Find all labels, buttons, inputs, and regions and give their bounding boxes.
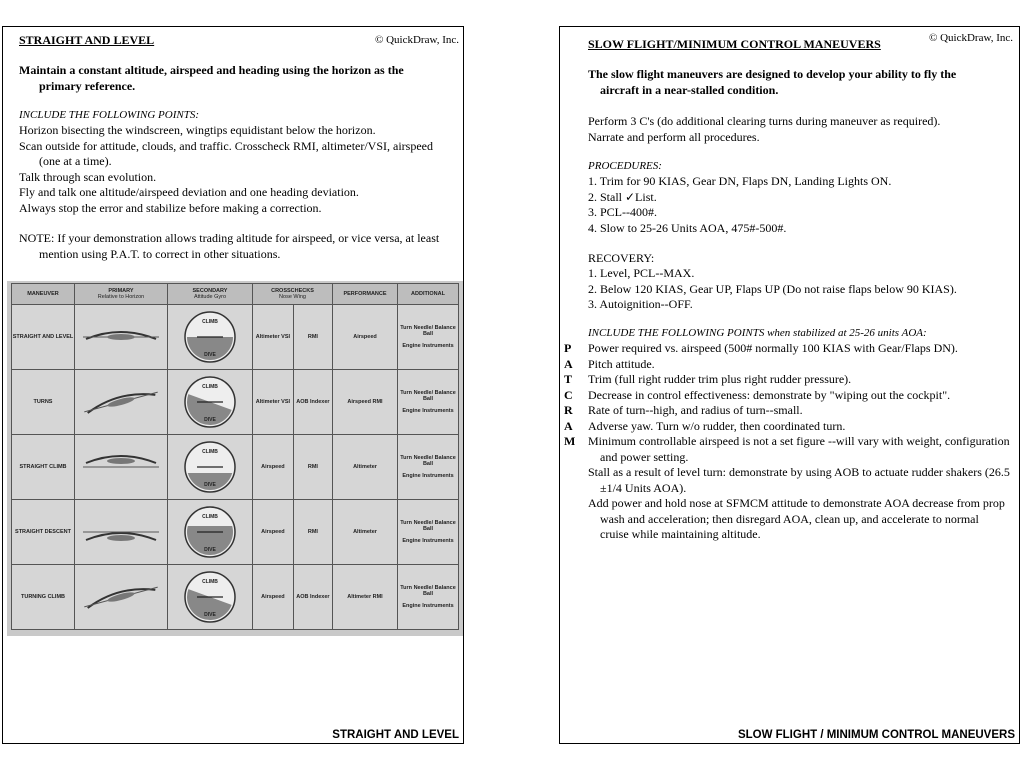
additional-item: Turn Needle/ Balance Ball	[400, 520, 456, 532]
header-cell: SECONDARY Attitude Gyro	[168, 284, 253, 305]
maneuver-cell: STRAIGHT AND LEVEL	[12, 305, 75, 370]
attitude-gyro-cell	[168, 500, 253, 565]
patcram-item: P Power required vs. airspeed (500# normally 100 KIAS with Gear/Flaps DN).	[564, 341, 958, 355]
patcram-item: A Adverse yaw. Turn w/o rudder, then coordinated turn.	[564, 418, 846, 433]
scan-table-row	[12, 500, 459, 565]
attitude-gyro-cell	[168, 305, 253, 370]
patcram-item: C Decrease in control effectiveness: demonstrate by "wiping out the cockpit".	[564, 387, 951, 402]
right-intro: Narrate and perform all procedures.	[588, 129, 760, 144]
attitude-gyro-icon	[183, 310, 237, 364]
maneuver-cell: TURNS	[12, 370, 75, 435]
procedure-item: 2. Stall ✓List.	[588, 189, 657, 204]
left-copyright: © QuickDraw, Inc.	[374, 34, 459, 46]
gyro-climb-label: CLIMB	[202, 319, 218, 325]
extra-point: Add power and hold nose at SFMCM attitude to demonstrate AOA decrease from prop wash and acceleration; then disregard AOA, clean up, and accelerate to normal cruise while maintaining altitude.	[588, 496, 1005, 541]
crosscheck-wing-cell: RMI	[293, 500, 332, 565]
procedure-item: 4. Slow to 25-26 Units AOA, 475#-500#.	[588, 220, 787, 235]
left-note: NOTE: If your demonstration allows trading altitude for airspeed, or vice versa, at least mention using P.A.T. to correct in other situations.	[19, 231, 440, 261]
scan-table-row	[12, 565, 459, 630]
left-point: Always stop the error and stabilize before making a correction.	[19, 200, 322, 215]
header-cell: MANEUVER	[12, 284, 75, 305]
left-point: Talk through scan evolution.	[19, 169, 157, 184]
scan-table	[11, 283, 459, 630]
horizon-view-icon	[81, 447, 161, 487]
scan-table-row	[12, 370, 459, 435]
additional-cell	[398, 305, 459, 370]
performance-cell: Altimeter	[333, 500, 398, 565]
crosscheck-wing-cell: AOB Indexer	[293, 370, 332, 435]
scan-table-row	[12, 305, 459, 370]
additional-cell	[398, 565, 459, 630]
additional-item: Turn Needle/ Balance Ball	[400, 585, 456, 597]
gyro-climb-label: CLIMB	[202, 384, 218, 390]
header-cell: CROSSCHECKS Nose Wing	[253, 284, 333, 305]
recovery-item: 3. Autoignition--OFF.	[588, 297, 693, 311]
left-point: Horizon bisecting the windscreen, wingtips equidistant below the horizon.	[19, 123, 376, 137]
attitude-gyro-cell	[168, 565, 253, 630]
left-point: Scan outside for attitude, clouds, and traffic. Crosscheck RMI, altimeter/VSI, airspeed (one at a time).	[19, 138, 433, 168]
gyro-dive-label: DIVE	[204, 547, 216, 553]
patcram-item: R Rate of turn--high, and radius of turn--small.	[564, 403, 803, 417]
header-cell: ADDITIONAL	[398, 284, 459, 305]
additional-item: Engine Instruments	[402, 473, 454, 479]
horizon-view-cell	[75, 565, 168, 630]
procedures-list	[588, 174, 1008, 236]
instrument-scan-chart	[7, 281, 463, 636]
additional-item: Engine Instruments	[402, 603, 454, 609]
additional-item: Engine Instruments	[402, 538, 454, 544]
recovery-label: RECOVERY:	[588, 251, 655, 265]
maneuver-cell: STRAIGHT CLIMB	[12, 435, 75, 500]
performance-cell: Airspeed	[333, 305, 398, 370]
patcram-item: M Minimum controllable airspeed is not a set figure --will vary with weight, configuration and power setting.	[564, 434, 1010, 464]
additional-item: Turn Needle/ Balance Ball	[400, 455, 456, 467]
attitude-gyro-icon	[183, 375, 237, 429]
additional-cell	[398, 435, 459, 500]
right-objective: The slow flight maneuvers are designed to develop your ability to fly the aircraft in a near-stalled condition.	[588, 67, 957, 97]
right-intro: Perform 3 C's (do additional clearing turns during maneuver as required).	[588, 114, 941, 128]
horizon-view-cell	[75, 305, 168, 370]
horizon-view-icon	[81, 577, 161, 617]
crosscheck-nose-cell: Altimeter VSI	[253, 370, 294, 435]
crosscheck-wing-cell: RMI	[293, 435, 332, 500]
header-cell: PERFORMANCE	[333, 284, 398, 305]
left-footer: STRAIGHT AND LEVEL	[332, 729, 459, 741]
left-include-label: INCLUDE THE FOLLOWING POINTS:	[19, 109, 199, 121]
additional-cell	[398, 370, 459, 435]
gyro-dive-label: DIVE	[204, 417, 216, 423]
additional-item: Engine Instruments	[402, 408, 454, 414]
procedure-item: 3. PCL--400#.	[588, 205, 657, 219]
performance-cell: Altimeter	[333, 435, 398, 500]
maneuver-cell: STRAIGHT DESCENT	[12, 500, 75, 565]
right-page	[559, 26, 1020, 744]
patcram-item: A Pitch attitude.	[564, 356, 655, 371]
gyro-dive-label: DIVE	[204, 482, 216, 488]
crosscheck-nose-cell: Altimeter VSI	[253, 305, 294, 370]
right-footer: SLOW FLIGHT / MINIMUM CONTROL MANEUVERS	[737, 729, 1015, 741]
crosscheck-nose-cell: Airspeed	[253, 565, 294, 630]
additional-item: Turn Needle/ Balance Ball	[400, 390, 456, 402]
left-point: Fly and talk one altitude/airspeed deviation and one heading deviation.	[19, 185, 359, 199]
procedure-item: 1. Trim for 90 KIAS, Gear DN, Flaps DN, Landing Lights ON.	[588, 174, 892, 188]
gyro-climb-label: CLIMB	[202, 449, 218, 455]
recovery-item: 2. Below 120 KIAS, Gear UP, Flaps UP (Do not raise flaps below 90 KIAS).	[588, 281, 957, 296]
performance-cell: Airspeed RMI	[333, 370, 398, 435]
gyro-dive-label: DIVE	[204, 612, 216, 618]
attitude-gyro-icon	[183, 440, 237, 494]
performance-cell: Altimeter RMI	[333, 565, 398, 630]
additional-item: Engine Instruments	[402, 343, 454, 349]
attitude-gyro-icon	[183, 570, 237, 624]
patcram-list	[560, 341, 1016, 543]
extra-point: Stall as a result of level turn: demonstrate by using AOB to actuate rudder shakers (26.5 ±1/4 Units AOA).	[588, 465, 1010, 495]
horizon-view-icon	[81, 512, 161, 552]
left-objective: Maintain a constant altitude, airspeed and heading using the horizon as the primary reference.	[19, 63, 404, 93]
additional-cell	[398, 500, 459, 565]
crosscheck-nose-cell: Airspeed	[253, 500, 294, 565]
gyro-climb-label: CLIMB	[202, 579, 218, 585]
attitude-gyro-cell	[168, 435, 253, 500]
recovery-item: 1. Level, PCL--MAX.	[588, 266, 695, 280]
right-copyright: © QuickDraw, Inc.	[928, 32, 1013, 44]
horizon-view-cell	[75, 435, 168, 500]
left-points-list	[19, 123, 449, 216]
horizon-view-icon	[81, 382, 161, 422]
additional-item: Turn Needle/ Balance Ball	[400, 325, 456, 337]
header-cell: PRIMARY Relative to Horizon	[75, 284, 168, 305]
horizon-view-cell	[75, 370, 168, 435]
scan-table-row	[12, 435, 459, 500]
recovery-list	[588, 266, 1008, 313]
crosscheck-nose-cell: Airspeed	[253, 435, 294, 500]
gyro-climb-label: CLIMB	[202, 514, 218, 520]
patcram-item: T Trim (full right rudder trim plus right rudder pressure).	[564, 372, 852, 386]
left-page	[2, 26, 464, 744]
maneuver-cell: TURNING CLIMB	[12, 565, 75, 630]
right-title: SLOW FLIGHT/MINIMUM CONTROL MANEUVERS	[588, 37, 881, 51]
gyro-dive-label: DIVE	[204, 352, 216, 358]
scan-table-header	[12, 284, 459, 305]
attitude-gyro-icon	[183, 505, 237, 559]
horizon-view-cell	[75, 500, 168, 565]
right-include-label: INCLUDE THE FOLLOWING POINTS when stabilized at 25-26 units AOA:	[588, 327, 927, 339]
crosscheck-wing-cell: RMI	[293, 305, 332, 370]
attitude-gyro-cell	[168, 370, 253, 435]
crosscheck-wing-cell: AOB Indexer	[293, 565, 332, 630]
procedures-label: PROCEDURES:	[588, 160, 662, 172]
horizon-view-icon	[81, 317, 161, 357]
left-title: STRAIGHT AND LEVEL	[19, 33, 155, 47]
